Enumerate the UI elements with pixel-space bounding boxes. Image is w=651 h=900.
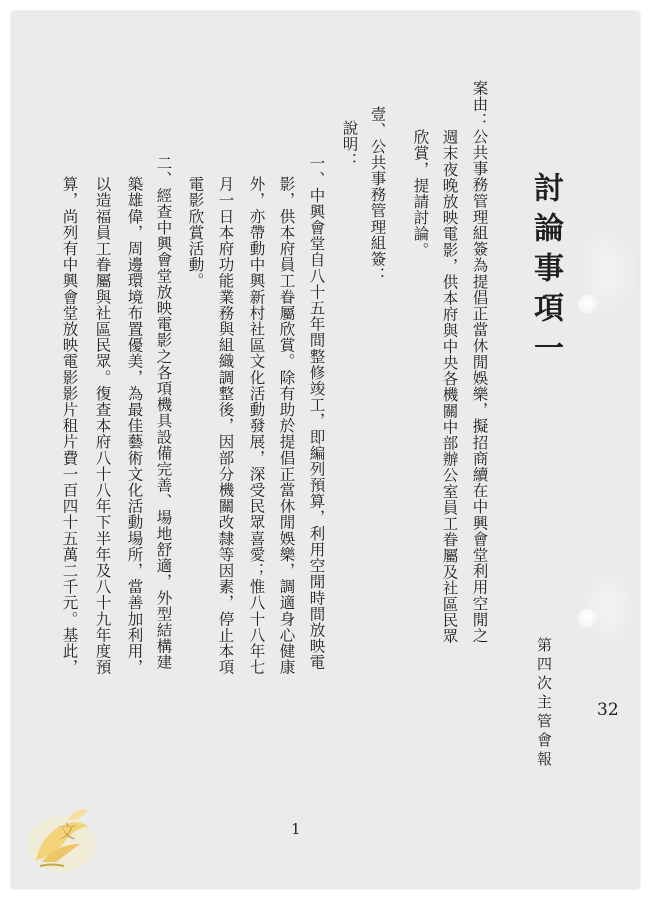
document-subtitle: 第四次主管會報 [535,637,553,770]
text-column-5: 說明： [340,120,359,169]
footer-number: 1 [291,820,301,838]
text-column-12: 築雄偉，周邊環境布置優美，為最佳藝術文化活動場所，當善加利用， [125,176,144,676]
text-column-6: 一、中興會堂自八十五年間整修竣工，即編列預算，利用空閒時間放映電 [307,155,326,671]
text-column-7: 影，供本府員工眷屬欣賞。除有助於提倡正當休閒娛樂，調適身心健康 [277,176,296,676]
text-column-2: 週末夜晚放映電影，供本府與中央各機關中部辦公室員工眷屬及社區民眾 [440,129,459,645]
text-column-1: 案由：公共事務管理組簽為提倡正當休閒娛樂，擬招商續在中興會堂利用空閒之 [470,80,489,644]
text-column-10: 電影欣賞活動。 [186,176,205,289]
binder-hole [578,295,598,315]
text-column-11: 二、經查中興會堂放映電影之各項機具設備完善、場地舒適，外型結構建 [154,155,173,671]
text-column-9: 月一日本府功能業務與組織調整後，因部分機關改隸等因素，停止本項 [216,176,235,676]
document-page [12,12,639,888]
text-column-3: 欣賞，提請討論。 [411,129,430,258]
document-title: 討論事項一 [528,172,563,372]
binder-hole [578,609,598,629]
svg-text:文: 文 [58,822,76,843]
page-number: 32 [597,700,619,720]
paper-stain [584,567,634,647]
text-column-13: 以造福員工眷屬與社區民眾。復查本府八十八年下半年及八十九年度預 [93,176,112,676]
text-column-14: 算，尚列有中興會堂放映電影影片租片費一百四十五萬二千元。基此， [60,176,79,676]
archive-logo-icon [22,800,100,878]
text-column-8: 外，亦帶動中興新村社區文化活動發展，深受民眾喜愛；惟八十八年七 [247,176,266,676]
text-column-4: 壹、公共事務管理組簽： [368,106,387,284]
